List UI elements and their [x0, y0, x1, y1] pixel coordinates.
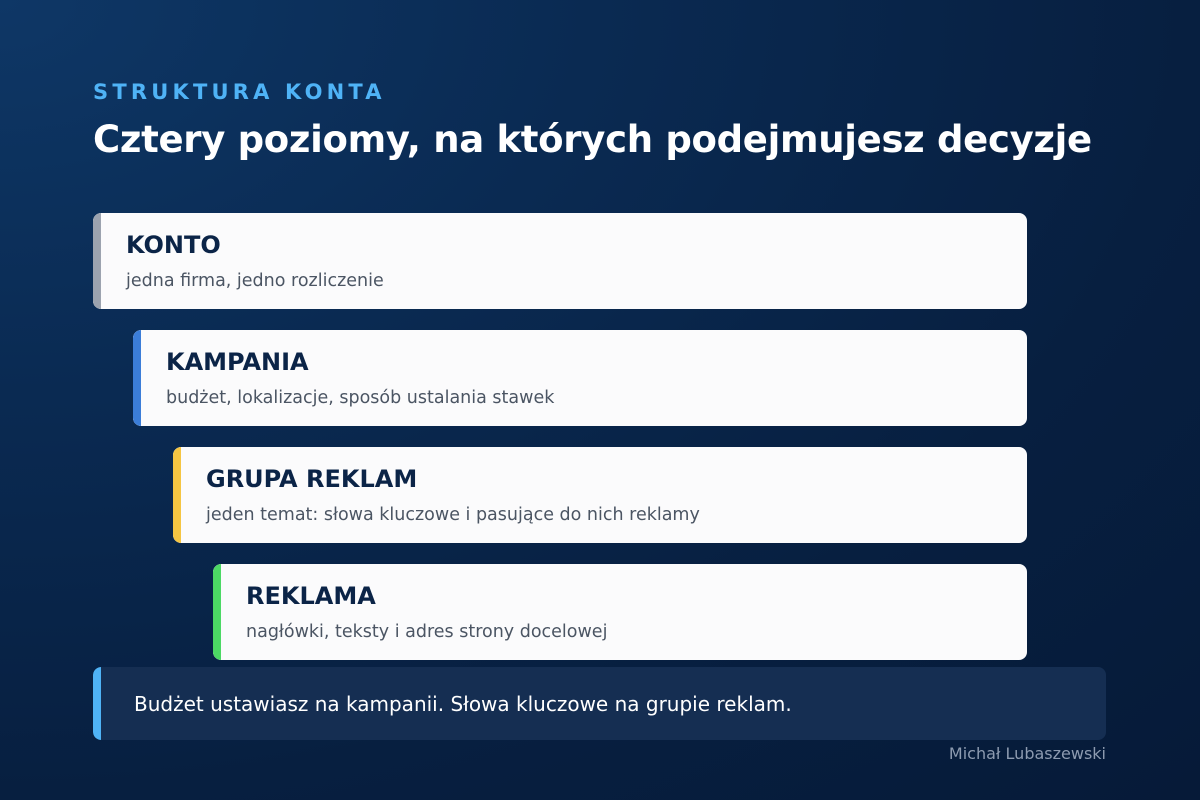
summary-note: [93, 667, 1106, 740]
level-description: nagłówki, teksty i adres strony docelowej: [246, 622, 608, 642]
level-card-reklama: [213, 564, 1027, 660]
level-title: KAMPANIA: [166, 348, 309, 376]
section-eyebrow: STRUKTURA KONTA: [93, 80, 386, 104]
level-description: jedna firma, jedno rozliczenie: [126, 271, 384, 291]
level-title: REKLAMA: [246, 582, 376, 610]
note-accent-bar: [93, 667, 101, 740]
level-card-konto: [93, 213, 1027, 309]
level-accent-bar: [213, 564, 221, 660]
level-title: KONTO: [126, 231, 221, 259]
level-description: budżet, lokalizacje, sposób ustalania stawek: [166, 388, 555, 408]
level-card-grupa-reklam: [173, 447, 1027, 543]
level-title: GRUPA REKLAM: [206, 465, 418, 493]
author-credit: Michał Lubaszewski: [948, 744, 1106, 763]
level-description: jeden temat: słowa kluczowe i pasujące do nich reklamy: [206, 505, 700, 525]
level-accent-bar: [173, 447, 181, 543]
note-text: Budżet ustawiasz na kampanii. Słowa kluczowe na grupie reklam.: [134, 692, 792, 716]
level-accent-bar: [93, 213, 101, 309]
level-accent-bar: [133, 330, 141, 426]
level-card-kampania: [133, 330, 1027, 426]
page-title: Cztery poziomy, na których podejmujesz decyzje: [93, 118, 1092, 161]
